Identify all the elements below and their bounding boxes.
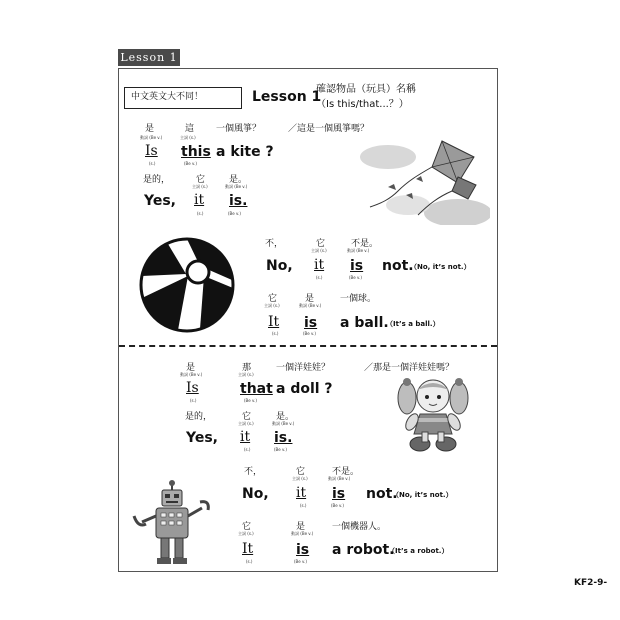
contraction-ball: （It’s a ball.） (386, 320, 440, 328)
tag-s-4b: (s.) (246, 559, 253, 564)
zh-robot: 一個機器人。 (332, 522, 387, 532)
tag-bev-3b: (Be v.) (331, 503, 344, 508)
tag-subject-4b: 主詞 (s.) (238, 531, 254, 536)
zh-zhe: 這 (185, 124, 195, 134)
zh-no-b: 不， (244, 467, 263, 477)
tag-bev-4: (Be v.) (303, 331, 316, 336)
zh-ta-3: 它 (268, 294, 278, 304)
zh-ball: 一個球。 (340, 294, 377, 304)
tag-s-b: (s.) (190, 398, 197, 403)
word-is-3b: is (332, 486, 346, 502)
tag-subject-3b: 主詞 (s.) (292, 476, 308, 481)
zh-na: 那 (242, 363, 252, 373)
tag-bev-2: (Be v.) (228, 211, 241, 216)
tag-s-3b: (s.) (300, 503, 307, 508)
zh-bushi-b: 不是。 (332, 467, 360, 477)
word-yes: Yes, (144, 193, 176, 209)
tag-be-verb-2: 動詞 (Be v.) (225, 184, 248, 189)
page-number: KF2-9- (574, 578, 608, 588)
tag-s-2b: (s.) (244, 447, 251, 452)
zh-question-2: ／那是一個洋娃娃嗎？ (364, 363, 455, 373)
word-is-2b: is. (274, 430, 293, 446)
zh-shi-b: 是 (186, 363, 196, 373)
tag-bev: (Be v.) (184, 161, 197, 166)
tag-s: (s.) (149, 161, 156, 166)
contraction-robot: （It’s a robot.） (388, 547, 449, 555)
word-it-2: it (314, 257, 325, 273)
zh-shi: 是 (145, 124, 155, 134)
ball-illustration (138, 236, 236, 334)
tag-be-verb: 動詞 (Be v.) (140, 135, 163, 140)
word-is-b: Is (186, 380, 199, 396)
tag-subject-2b: 主詞 (s.) (238, 421, 254, 426)
word-It-b: It (242, 541, 254, 557)
word-is-2: is. (229, 193, 248, 209)
word-it-2b: it (296, 485, 307, 501)
zh-ta: 它 (196, 175, 206, 185)
tag-be-verb-2b: 動詞 (Be v.) (272, 421, 295, 426)
tag-bev-4b: (Be v.) (294, 559, 307, 564)
phrase-a-ball: a ball. (340, 315, 389, 331)
tag-be-verb-4b: 動詞 (Be v.) (291, 531, 314, 536)
phrase-a-doll: a doll ? (276, 381, 333, 397)
word-It: It (268, 314, 280, 330)
word-is: Is (145, 143, 158, 159)
subtitle-en: （Is this/that...？） (316, 99, 409, 110)
robot-illustration (130, 480, 214, 566)
phrase-a-kite: a kite ? (216, 144, 274, 160)
zh-yes: 是的， (143, 175, 171, 185)
contraction-no: （No, it’s not.） (410, 263, 471, 271)
difference-box: 中文英文大不同！ (124, 87, 242, 109)
word-is-4b: is (296, 542, 310, 558)
tag-subject-4: 主詞 (s.) (264, 303, 280, 308)
zh-shi-3: 是 (305, 294, 315, 304)
tag-be-verb-3: 動詞 (Be v.) (347, 248, 370, 253)
word-it: it (194, 192, 205, 208)
zh-no: 不， (265, 239, 284, 249)
word-not: not. (382, 258, 414, 274)
word-yes-b: Yes, (186, 430, 218, 446)
zh-ta-3b: 它 (242, 522, 252, 532)
tag-subject-b: 主詞 (s.) (238, 372, 254, 377)
zh-ta-2: 它 (316, 239, 326, 249)
tag-s-4: (s.) (272, 331, 279, 336)
kite-illustration (358, 135, 490, 225)
tag-bev-3: (Be v.) (349, 275, 362, 280)
subtitle-zh: 確認物品（玩具）名稱 (316, 84, 416, 95)
zh-ta-b: 它 (242, 412, 252, 422)
zh-ta-2b: 它 (296, 467, 306, 477)
word-not-b: not. (366, 486, 398, 502)
tag-be-verb-b: 動詞 (Be v.) (180, 372, 203, 377)
tag-bev-2b: (Be v.) (274, 447, 287, 452)
lesson-title: Lesson 1 (252, 89, 322, 105)
tag-be-verb-4: 動詞 (Be v.) (299, 303, 322, 308)
tag-bev-b: (Be v.) (244, 398, 257, 403)
tag-s-2: (s.) (197, 211, 204, 216)
zh-question-1: ／這是一個風箏嗎？ (288, 124, 370, 134)
zh-shi-3b: 是 (296, 522, 306, 532)
word-that: that (240, 381, 273, 397)
word-it-b: it (240, 429, 251, 445)
zh-shi-2b: 是。 (276, 412, 295, 422)
word-this: this (181, 144, 211, 160)
contraction-no-b: （No, it’s not.） (392, 491, 453, 499)
tag-subject-3: 主詞 (s.) (311, 248, 327, 253)
word-is-3: is (350, 258, 364, 274)
zh-yes-b: 是的， (185, 412, 213, 422)
zh-doll: 一個洋娃娃？ (276, 363, 331, 373)
tag-be-verb-3b: 動詞 (Be v.) (328, 476, 351, 481)
zh-bushi: 不是。 (351, 239, 379, 249)
doll-illustration (394, 374, 472, 456)
word-no-b: No, (242, 486, 269, 502)
tag-subject-2: 主詞 (s.) (192, 184, 208, 189)
phrase-a-robot: a robot. (332, 542, 395, 558)
tag-s-3: (s.) (316, 275, 323, 280)
lesson-tab: Lesson 1 (118, 49, 180, 66)
word-is-4: is (304, 315, 318, 331)
zh-kite: 一個風箏？ (216, 124, 262, 134)
section-divider (119, 345, 497, 347)
word-no: No, (266, 258, 293, 274)
zh-shi-2: 是。 (229, 175, 248, 185)
tag-subject: 主詞 (s.) (180, 135, 196, 140)
